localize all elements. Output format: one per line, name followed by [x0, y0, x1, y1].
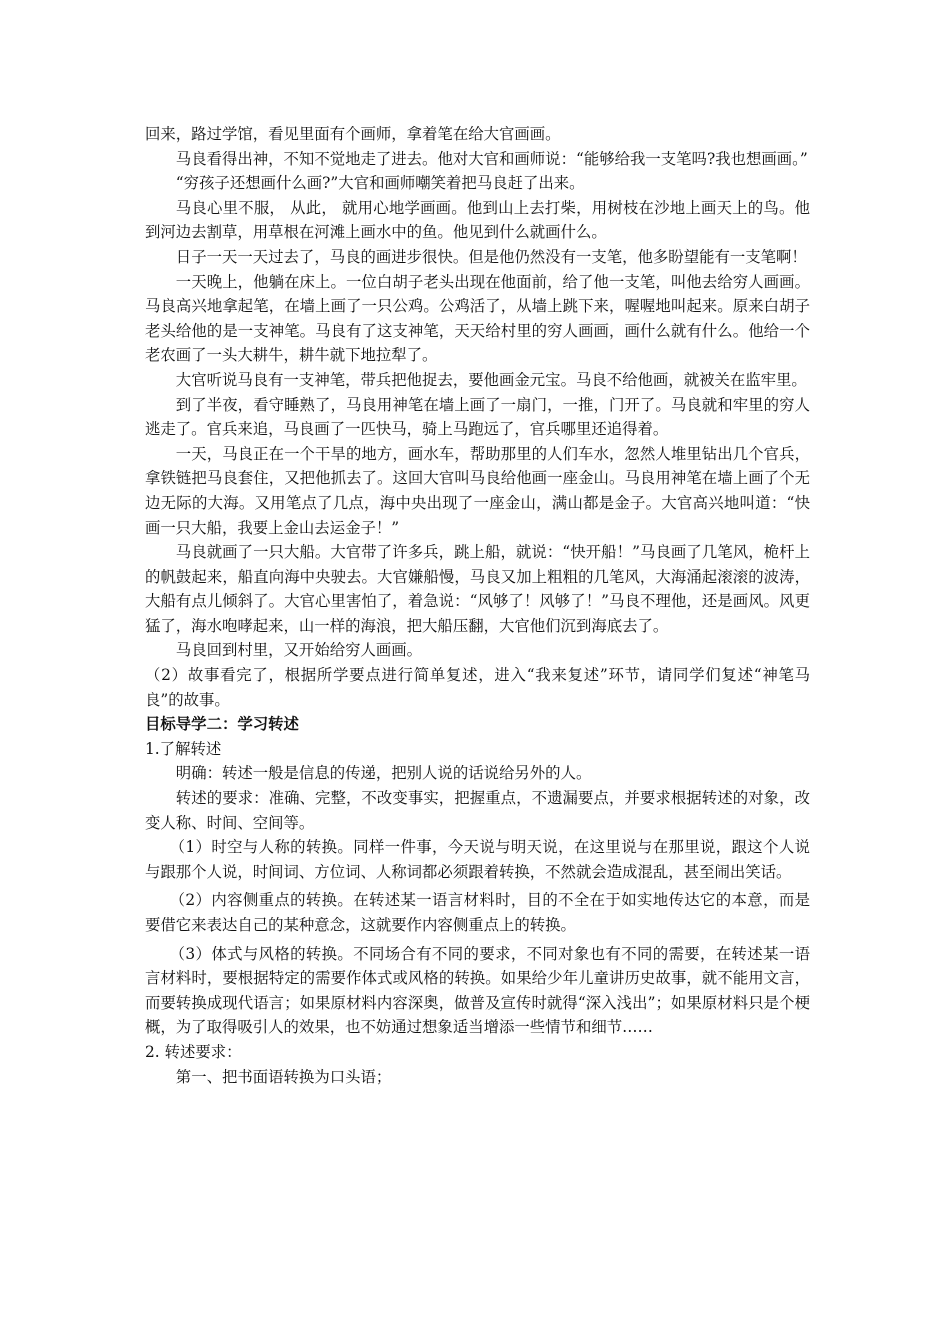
story-paragraph: 到了半夜，看守睡熟了，马良用神笔在墙上画了一扇门，一推，门开了。马良就和牢里的穷人逃走了。官兵来追，马良画了一匹快马，骑上马跑远了，官兵哪里还追得着。	[145, 395, 810, 439]
story-paragraph: 日子一天一天过去了，马良的画进步很快。但是他仍然没有一支笔，他多盼望能有一支笔啊！	[175, 247, 807, 266]
story-paragraph: 马良回到村里，又开始给穷人画画。	[175, 641, 423, 660]
point-paragraph: （3）体式与风格的转换。不同场合有不同的要求，不同对象也有不同的需要，在转述某一语言材料时，要根据特定的需要作体式或风格的转换。如果给少年儿童讲历史故事，就不能用文言，而要转换成现代语言；如果原材料内容深奥，做普及宣传时就得“深入浅出”；如果原材料只是个梗概，为了取得吸引人的效果，也不妨通过想象适当增添一些情节和细节……	[145, 944, 810, 1037]
story-paragraph: 马良看得出神，不知不觉地走了进去。他对大官和画师说：“能够给我一支笔吗?我也想画画。”	[175, 149, 808, 168]
requirement-item: 第一、把书面语转换为口头语；	[175, 1067, 392, 1086]
story-paragraph: 一天晚上，他躺在床上。一位白胡子老头出现在他面前，给了他一支笔，叫他去给穷人画画。马良高兴地拿起笔，在墙上画了一只公鸡。公鸡活了，从墙上跳下来，喔喔地叫起来。原来白胡子老头给他的是一支神笔。马良有了这支神笔，天天给村里的穷人画画，画什么就有什么。他给一个老农画了一头大耕牛，耕牛就下地拉犁了。	[145, 272, 810, 365]
story-paragraph: 大官听说马良有一支神笔，带兵把他捉去，要他画金元宝。马良不给他画，就被关在监牢里。	[175, 370, 807, 389]
subsection-title: 1.了解转述	[145, 739, 222, 758]
story-paragraph: 马良就画了一只大船。大官带了许多兵，跳上船，就说：“快开船！”马良画了几笔风，桅杆上的帆鼓起来，船直向海中央驶去。大官嫌船慢，马良又加上粗粗的几笔风，大海涌起滚滚的波涛，大船有点儿倾斜了。大官心里害怕了，着急说：“风够了！风够了！”马良不理他，还是画风。风更猛了，海水咆哮起来，山一样的海浪，把大船压翻，大官他们沉到海底去了。	[145, 543, 810, 635]
story-paragraph: 回来，路过学馆，看见里面有个画师，拿着笔在给大官画画。	[145, 125, 561, 143]
retell-task: （2）故事看完了，根据所学要点进行简单复述，进入“我来复述”环节，请同学们复述“神笔马良”的故事。	[145, 666, 810, 709]
story-paragraph: “穷孩子还想画什么画?”大官和画师嘲笑着把马良赶了出来。	[175, 174, 585, 193]
point-paragraph: （2）内容侧重点的转换。在转述某一语言材料时，目的不全在于如实地传达它的本意，而是要借它来表达自己的某种意念，这就要作内容侧重点上的转换。	[145, 891, 810, 934]
point-paragraph: （1）时空与人称的转换。同样一件事，今天说与明天说，在这里说与在那里说，跟这个人说与跟那个人说，时间词、方位词、人称词都必须跟着转换，不然就会造成混乱，甚至闹出笑话。	[145, 838, 810, 881]
document-page	[145, 122, 810, 1089]
subsection-title: 2. 转述要求：	[145, 1042, 242, 1061]
requirements-paragraph: 转述的要求：准确、完整，不改变事实，把握重点，不遗漏要点，并要求根据转述的对象，改变人称、时间、空间等。	[145, 789, 810, 832]
story-paragraph: 马良心里不服， 从此， 就用心地学画画。他到山上去打柴，用树枝在沙地上画天上的鸟。他到河边去割草，用草根在河滩上画水中的鱼。他见到什么就画什么。	[145, 198, 810, 242]
story-paragraph: 一天，马良正在一个干旱的地方，画水车，帮助那里的人们车水，忽然人堆里钻出几个官兵，拿铁链把马良套住，又把他抓去了。这回大官叫马良给他画一座金山。马良用神笔在墙上画了个无边无际的大海。又用笔点了几点，海中央出现了一座金山，满山都是金子。大官高兴地叫道：“快画一只大船，我要上金山去运金子！”	[145, 444, 810, 537]
section-heading: 目标导学二：学习转述	[145, 715, 299, 734]
definition-paragraph: 明确：转述一般是信息的传递，把别人说的话说给另外的人。	[175, 764, 592, 783]
